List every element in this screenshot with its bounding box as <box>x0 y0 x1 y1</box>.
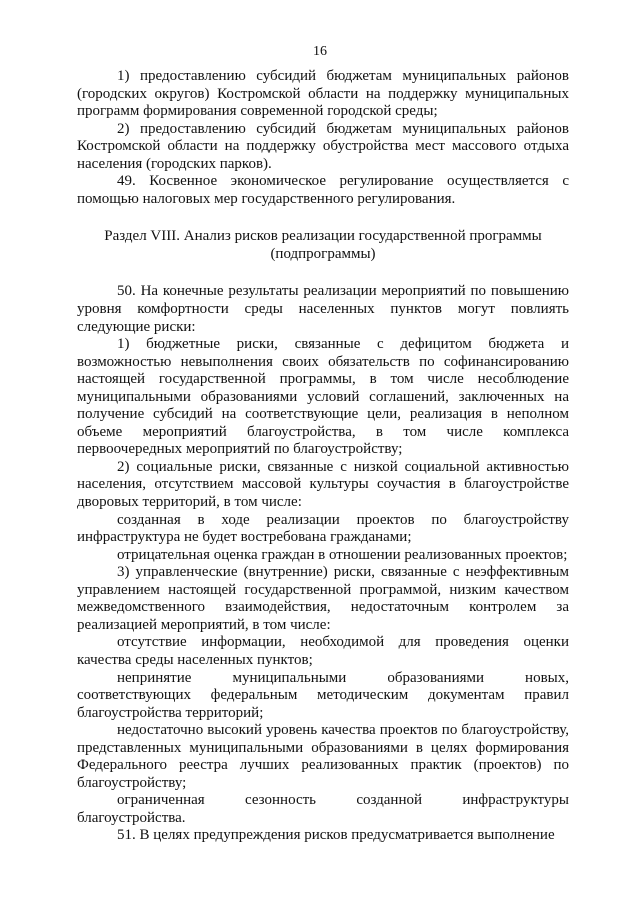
section-heading-line2: (подпрограммы) <box>270 245 376 262</box>
spacer <box>77 263 569 283</box>
paragraph-social-risks: 2) социальные риски, связанные с низкой социальной активностью населения, отсутствием массовой культуры соучастия в благоустройстве дворовых территорий, в том числе: <box>77 458 569 511</box>
section-heading-line1: Раздел VIII. Анализ рисков реализации государственной программы <box>104 228 542 245</box>
paragraph-49: 49. Косвенное экономическое регулирование осуществляется с помощью налоговых мер государственного регулирования. <box>77 173 569 207</box>
page-number: 16 <box>313 44 327 59</box>
paragraph-management-risks: 3) управленческие (внутренние) риски, связанные с неэффективным управлением настоящей государственной программой, низким качеством межведомственного взаимодействия, недостаточным контролем за реализацией мероприятий, в том числе: <box>77 564 569 633</box>
paragraph-seasonality: ограниченная сезонность созданной инфраструктуры благоустройства. <box>77 792 569 826</box>
paragraph-negative-assessment: отрицательная оценка граждан в отношении реализованных проектов; <box>117 546 568 563</box>
spacer <box>77 208 569 228</box>
paragraph-rules-not-adopted: непринятие муниципальными образованиями новых, соответствующих федеральным методическим документам правил благоустройства территорий; <box>77 669 569 721</box>
paragraph-51: 51. В целях предупреждения рисков предусматривается выполнение <box>117 827 555 844</box>
paragraph-50: 50. На конечные результаты реализации мероприятий по повышению уровня комфортности среды населенных пунктов могут повлиять следующие риски: <box>77 283 569 335</box>
paragraph-infrastructure-unused: созданная в ходе реализации проектов по благоустройству инфраструктура не будет востребована гражданами; <box>77 511 569 546</box>
paragraph-lack-of-information: отсутствие информации, необходимой для проведения оценки качества среды населенных пунктов; <box>77 634 569 668</box>
paragraph-project-quality: недостаточно высокий уровень качества проектов по благоустройству, представленных муниципальными образованиями в целях формирования Федерального реестра лучших реализованных практик (проектов) по благоустройству; <box>77 722 569 791</box>
paragraph-subsidy-2: 2) предоставлению субсидий бюджетам муниципальных районов Костромской области на поддержку обустройства мест массового отдыха населения (городских парков). <box>77 120 569 172</box>
paragraph-budget-risks: 1) бюджетные риски, связанные с дефицитом бюджета и возможностью невыполнения своих обязательств по софинансированию настоящей государственной программы, в том числе несоблюдение муниципальными образованиями условий соглашений, заключенных на получение субсидий на соответствующие цели, реализация в неполном объеме мероприятий благоустройства, в том числе комплекса первоочередных мероприятий по благоустройству; <box>77 336 569 458</box>
paragraph-subsidy-1: 1) предоставлению субсидий бюджетам муниципальных районов (городских округов) Костромской области на поддержку муниципальных программ формирования современной городской среды; <box>77 68 569 120</box>
document-body <box>77 68 569 845</box>
